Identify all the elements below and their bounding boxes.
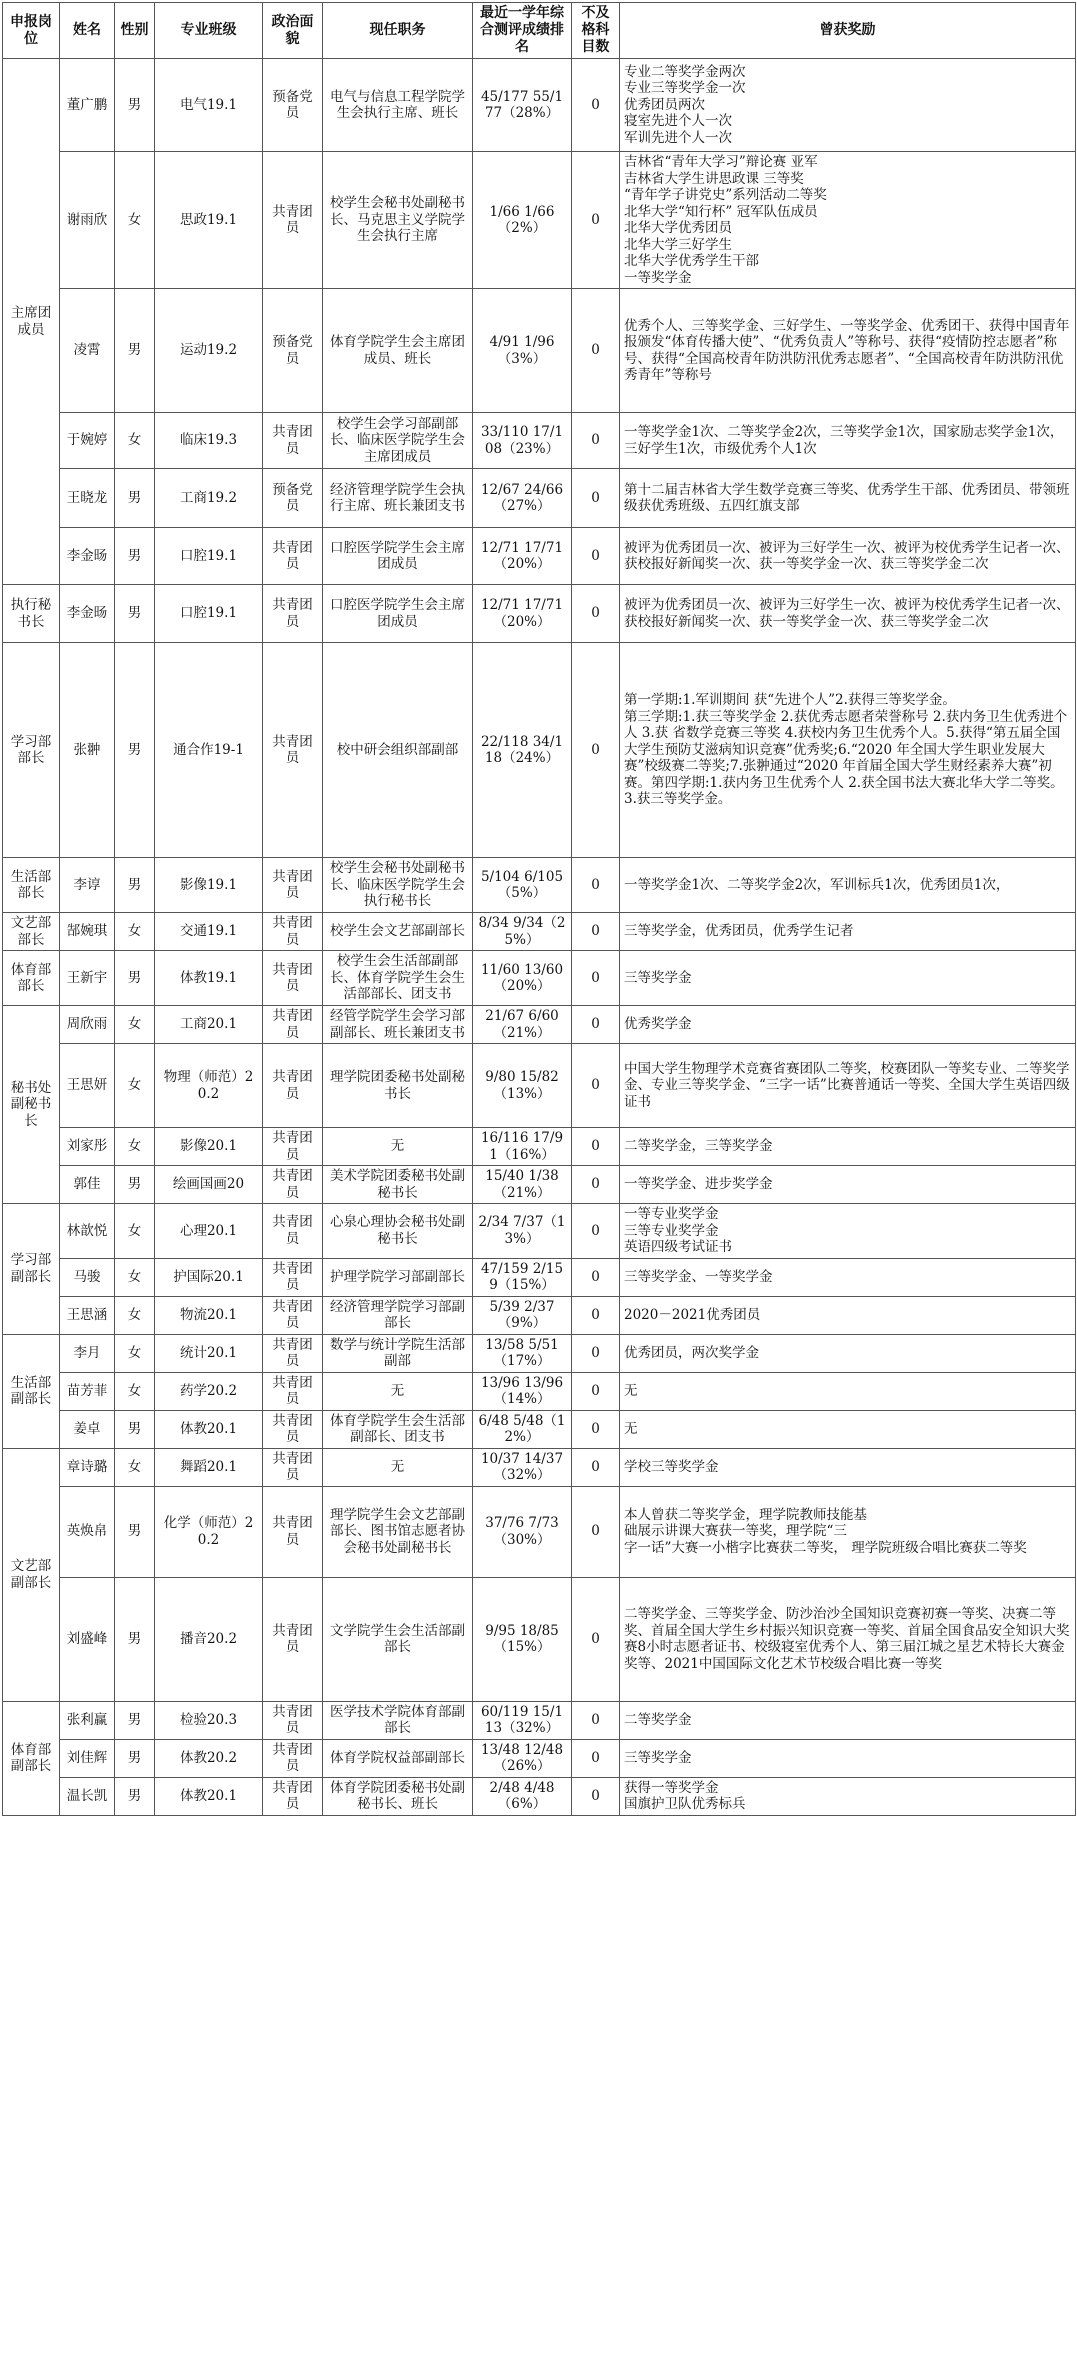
gender-cell: 女	[115, 1006, 155, 1044]
fails-cell: 0	[572, 1128, 620, 1166]
table-row	[3, 1777, 1076, 1815]
class-cell: 口腔19.1	[155, 528, 263, 585]
rank-cell: 6/48 5/48（12%）	[473, 1410, 572, 1448]
duty-cell: 护理学院学习部副部长	[323, 1258, 473, 1296]
fails-cell: 0	[572, 1701, 620, 1739]
table-row	[3, 1577, 1076, 1701]
gender-cell: 女	[115, 1448, 155, 1486]
name-cell: 刘家彤	[60, 1128, 115, 1166]
table-row	[3, 1258, 1076, 1296]
political-cell: 共青团员	[263, 528, 323, 585]
political-cell: 共青团员	[263, 1448, 323, 1486]
fails-cell: 0	[572, 289, 620, 413]
class-cell: 工商20.1	[155, 1006, 263, 1044]
rank-cell: 1/66 1/66（2%）	[473, 152, 572, 289]
gender-cell: 男	[115, 289, 155, 413]
duty-cell: 经济管理学院学生会执行主席、班长兼团支书	[323, 469, 473, 528]
name-cell: 章诗璐	[60, 1448, 115, 1486]
class-cell: 物理（师范）20.2	[155, 1044, 263, 1128]
class-cell: 检验20.3	[155, 1701, 263, 1739]
rank-cell: 12/71 17/71（20%）	[473, 585, 572, 643]
gender-cell: 男	[115, 858, 155, 913]
political-cell: 共青团员	[263, 1006, 323, 1044]
fails-cell: 0	[572, 1204, 620, 1259]
awards-cell: 中国大学生物理学术竞赛省赛团队二等奖，校赛团队一等奖专业、二等奖学金、专业三等奖学金、“三字一话”比赛普通话一等奖、全国大学生英语四级证书	[620, 1044, 1076, 1128]
header-awards: 曾获奖励	[620, 3, 1076, 59]
name-cell: 王新宇	[60, 951, 115, 1006]
table-row	[3, 1044, 1076, 1128]
duty-cell: 理学院学生会文艺部副部长、图书馆志愿者协会秘书处副秘书长	[323, 1486, 473, 1577]
name-cell: 姜卓	[60, 1410, 115, 1448]
duty-cell: 经管学院学生会学习部副部长、班长兼团支书	[323, 1006, 473, 1044]
name-cell: 张利赢	[60, 1701, 115, 1739]
awards-cell: 二等奖学金，三等奖学金	[620, 1128, 1076, 1166]
table-row	[3, 858, 1076, 913]
political-cell: 共青团员	[263, 1739, 323, 1777]
duty-cell: 无	[323, 1448, 473, 1486]
duty-cell: 电气与信息工程学院学生会执行主席、班长	[323, 59, 473, 152]
name-cell: 董广鹏	[60, 59, 115, 152]
fails-cell: 0	[572, 951, 620, 1006]
gender-cell: 女	[115, 1258, 155, 1296]
table-row	[3, 1128, 1076, 1166]
table-row	[3, 913, 1076, 951]
header-political: 政治面貌	[263, 3, 323, 59]
fails-cell: 0	[572, 858, 620, 913]
name-cell: 凌霄	[60, 289, 115, 413]
awards-cell: 本人曾获二等奖学金，理学院教师技能基 础展示讲课大赛获一等奖，理学院“三 字一话”大赛一小楷字比赛获二等奖， 理学院班级合唱比赛获二等奖	[620, 1486, 1076, 1577]
header-row	[3, 3, 1076, 59]
rank-cell: 22/118 34/118（24%）	[473, 643, 572, 858]
political-cell: 共青团员	[263, 1296, 323, 1334]
awards-cell: 二等奖学金、三等奖学金、防沙治沙全国知识竞赛初赛一等奖、决赛二等奖、首届全国大学生乡村振兴知识竞赛一等奖、首届全国食品安全知识大奖赛8小时志愿者证书、校级寝室优秀个人、第三届江城之星艺术特长大赛金奖等、2021中国国际文化艺术节校级合唱比赛一等奖	[620, 1577, 1076, 1701]
gender-cell: 男	[115, 1486, 155, 1577]
class-cell: 化学（师范）20.2	[155, 1486, 263, 1577]
table-row	[3, 1296, 1076, 1334]
fails-cell: 0	[572, 1334, 620, 1372]
table-row	[3, 1006, 1076, 1044]
name-cell: 林歆悦	[60, 1204, 115, 1259]
roster-body	[3, 59, 1076, 1816]
class-cell: 体教20.2	[155, 1739, 263, 1777]
position-cell: 秘书处副秘书长	[3, 1006, 60, 1204]
position-cell: 体育部部长	[3, 951, 60, 1006]
duty-cell: 无	[323, 1128, 473, 1166]
fails-cell: 0	[572, 1448, 620, 1486]
class-cell: 体教19.1	[155, 951, 263, 1006]
name-cell: 李金旸	[60, 528, 115, 585]
gender-cell: 女	[115, 413, 155, 469]
table-row	[3, 289, 1076, 413]
class-cell: 电气19.1	[155, 59, 263, 152]
rank-cell: 13/96 13/96（14%）	[473, 1372, 572, 1410]
position-cell: 体育部副部长	[3, 1701, 60, 1815]
duty-cell: 校学生会秘书处副秘书长、马克思主义学院学生会执行主席	[323, 152, 473, 289]
table-row	[3, 469, 1076, 528]
class-cell: 护国际20.1	[155, 1258, 263, 1296]
rank-cell: 15/40 1/38（21%）	[473, 1166, 572, 1204]
gender-cell: 男	[115, 469, 155, 528]
position-cell: 生活部副部长	[3, 1334, 60, 1448]
table-row	[3, 951, 1076, 1006]
table-row	[3, 1701, 1076, 1739]
gender-cell: 男	[115, 1739, 155, 1777]
fails-cell: 0	[572, 1486, 620, 1577]
name-cell: 刘佳辉	[60, 1739, 115, 1777]
political-cell: 共青团员	[263, 1258, 323, 1296]
class-cell: 统计20.1	[155, 1334, 263, 1372]
awards-cell: 吉林省“青年大学习”辩论赛 亚军 吉林省大学生讲思政课 三等奖 “青年学子讲党史”系列活动二等奖 北华大学“知行杯” 冠军队伍成员 北华大学优秀团员 北华大学三好学生 北华大学优秀学生干部 一等奖学金	[620, 152, 1076, 289]
class-cell: 通合作19-1	[155, 643, 263, 858]
class-cell: 思政19.1	[155, 152, 263, 289]
duty-cell: 无	[323, 1372, 473, 1410]
rank-cell: 8/34 9/34（25%）	[473, 913, 572, 951]
political-cell: 共青团员	[263, 1204, 323, 1259]
political-cell: 预备党员	[263, 469, 323, 528]
header-gender: 性别	[115, 3, 155, 59]
duty-cell: 文学院学生会生活部副部长	[323, 1577, 473, 1701]
gender-cell: 女	[115, 1372, 155, 1410]
name-cell: 郜婉琪	[60, 913, 115, 951]
awards-cell: 无	[620, 1372, 1076, 1410]
name-cell: 刘盛峰	[60, 1577, 115, 1701]
political-cell: 共青团员	[263, 913, 323, 951]
duty-cell: 美术学院团委秘书处副秘书长	[323, 1166, 473, 1204]
position-cell: 执行秘书长	[3, 585, 60, 643]
duty-cell: 体育学院团委秘书处副秘书长、班长	[323, 1777, 473, 1815]
header-duty: 现任职务	[323, 3, 473, 59]
awards-cell: 优秀个人、三等奖学金、三好学生、一等奖学金、优秀团干、获得中国青年报颁发“体育传播大使”、“优秀负责人”等称号、获得“疫情防控志愿者”称号、获得“全国高校青年防洪防汛优秀志愿者”、“全国高校青年防洪防汛优秀青年”等称号	[620, 289, 1076, 413]
name-cell: 李月	[60, 1334, 115, 1372]
awards-cell: 专业二等奖学金两次 专业三等奖学金一次 优秀团员两次 寝室先进个人一次 军训先进个人一次	[620, 59, 1076, 152]
fails-cell: 0	[572, 413, 620, 469]
awards-cell: 三等奖学金	[620, 1739, 1076, 1777]
table-row	[3, 1334, 1076, 1372]
table-row	[3, 1410, 1076, 1448]
political-cell: 共青团员	[263, 1701, 323, 1739]
rank-cell: 13/58 5/51（17%）	[473, 1334, 572, 1372]
class-cell: 临床19.3	[155, 413, 263, 469]
fails-cell: 0	[572, 1577, 620, 1701]
name-cell: 周欣雨	[60, 1006, 115, 1044]
gender-cell: 男	[115, 528, 155, 585]
rank-cell: 60/119 15/113（32%）	[473, 1701, 572, 1739]
awards-cell: 第一学期:1.军训期间 获“先进个人”2.获得三等奖学金。 第三学期:1.获三等奖学金 2.获优秀志愿者荣誉称号 2.获内务卫生优秀进个人 3.获 省数学竞赛三等奖 4.获校内务卫生优秀个人。5.获得“第五届全国大学生预防艾滋病知识竞赛”优秀奖;6.“2020 年全国大学生职业发展大赛”校级赛二等奖;7.张翀通过“2020 年首届全国大学生财经素养大赛”初赛。第四学期:1.获内务卫生优秀个人 2.获全国书法大赛北华大学二等奖。3.获三等奖学金。	[620, 643, 1076, 858]
duty-cell: 校学生会学习部副部长、临床医学院学生会主席团成员	[323, 413, 473, 469]
rank-cell: 9/95 18/85（15%）	[473, 1577, 572, 1701]
fails-cell: 0	[572, 1166, 620, 1204]
awards-cell: 优秀团员，两次奖学金	[620, 1334, 1076, 1372]
fails-cell: 0	[572, 1296, 620, 1334]
rank-cell: 12/67 24/66（27%）	[473, 469, 572, 528]
class-cell: 工商19.2	[155, 469, 263, 528]
position-cell: 学习部副部长	[3, 1204, 60, 1335]
class-cell: 影像19.1	[155, 858, 263, 913]
rank-cell: 11/60 13/60（20%）	[473, 951, 572, 1006]
name-cell: 李谆	[60, 858, 115, 913]
class-cell: 运动19.2	[155, 289, 263, 413]
fails-cell: 0	[572, 585, 620, 643]
gender-cell: 男	[115, 1577, 155, 1701]
rank-cell: 16/116 17/91（16%）	[473, 1128, 572, 1166]
name-cell: 张翀	[60, 643, 115, 858]
class-cell: 口腔19.1	[155, 585, 263, 643]
rank-cell: 4/91 1/96（3%）	[473, 289, 572, 413]
rank-cell: 2/48 4/48（6%）	[473, 1777, 572, 1815]
gender-cell: 女	[115, 1334, 155, 1372]
political-cell: 共青团员	[263, 1410, 323, 1448]
political-cell: 共青团员	[263, 1334, 323, 1372]
name-cell: 李金旸	[60, 585, 115, 643]
class-cell: 体教20.1	[155, 1410, 263, 1448]
name-cell: 王思涵	[60, 1296, 115, 1334]
political-cell: 共青团员	[263, 1044, 323, 1128]
fails-cell: 0	[572, 152, 620, 289]
fails-cell: 0	[572, 1044, 620, 1128]
table-row	[3, 1166, 1076, 1204]
awards-cell: 优秀奖学金	[620, 1006, 1076, 1044]
rank-cell: 47/159 2/159（15%）	[473, 1258, 572, 1296]
header-class: 专业班级	[155, 3, 263, 59]
gender-cell: 男	[115, 59, 155, 152]
duty-cell: 体育学院学生会生活部副部长、团支书	[323, 1410, 473, 1448]
political-cell: 共青团员	[263, 413, 323, 469]
name-cell: 马骏	[60, 1258, 115, 1296]
political-cell: 共青团员	[263, 1777, 323, 1815]
table-row	[3, 413, 1076, 469]
table-row	[3, 1372, 1076, 1410]
rank-cell: 21/67 6/60（21%）	[473, 1006, 572, 1044]
awards-cell: 获得一等奖学金 国旗护卫队优秀标兵	[620, 1777, 1076, 1815]
rank-cell: 2/34 7/37（13%）	[473, 1204, 572, 1259]
duty-cell: 理学院团委秘书处副秘书长	[323, 1044, 473, 1128]
fails-cell: 0	[572, 1410, 620, 1448]
fails-cell: 0	[572, 1777, 620, 1815]
table-row	[3, 152, 1076, 289]
gender-cell: 男	[115, 643, 155, 858]
table-row	[3, 643, 1076, 858]
rank-cell: 13/48 12/48（26%）	[473, 1739, 572, 1777]
awards-cell: 2020－2021优秀团员	[620, 1296, 1076, 1334]
political-cell: 预备党员	[263, 59, 323, 152]
awards-cell: 三等奖学金，优秀团员，优秀学生记者	[620, 913, 1076, 951]
rank-cell: 37/76 7/73（30%）	[473, 1486, 572, 1577]
header-name: 姓名	[60, 3, 115, 59]
awards-cell: 一等专业奖学金 三等专业奖学金 英语四级考试证书	[620, 1204, 1076, 1259]
fails-cell: 0	[572, 469, 620, 528]
class-cell: 播音20.2	[155, 1577, 263, 1701]
roster-table	[2, 2, 1076, 1816]
gender-cell: 男	[115, 1166, 155, 1204]
duty-cell: 口腔医学院学生会主席团成员	[323, 585, 473, 643]
header-fails: 不及格科目数	[572, 3, 620, 59]
gender-cell: 女	[115, 1204, 155, 1259]
table-row	[3, 1204, 1076, 1259]
table-row	[3, 528, 1076, 585]
position-cell: 主席团成员	[3, 59, 60, 585]
duty-cell: 体育学院学生会主席团成员、班长	[323, 289, 473, 413]
name-cell: 于婉婷	[60, 413, 115, 469]
fails-cell: 0	[572, 1258, 620, 1296]
gender-cell: 女	[115, 1128, 155, 1166]
fails-cell: 0	[572, 1739, 620, 1777]
duty-cell: 校中研会组织部副部	[323, 643, 473, 858]
class-cell: 影像20.1	[155, 1128, 263, 1166]
awards-cell: 被评为优秀团员一次、被评为三好学生一次、被评为校优秀学生记者一次、获校报好新闻奖一次、获一等奖学金一次、获三等奖学金二次	[620, 528, 1076, 585]
rank-cell: 5/104 6/105（5%）	[473, 858, 572, 913]
awards-cell: 第十二届吉林省大学生数学竞赛三等奖、优秀学生干部、优秀团员、带领班级获优秀班级、五四红旗支部	[620, 469, 1076, 528]
name-cell: 王思妍	[60, 1044, 115, 1128]
fails-cell: 0	[572, 59, 620, 152]
duty-cell: 校学生会文艺部副部长	[323, 913, 473, 951]
political-cell: 共青团员	[263, 643, 323, 858]
name-cell: 英焕帛	[60, 1486, 115, 1577]
table-row	[3, 1448, 1076, 1486]
political-cell: 共青团员	[263, 1486, 323, 1577]
gender-cell: 男	[115, 585, 155, 643]
gender-cell: 女	[115, 1044, 155, 1128]
name-cell: 温长凯	[60, 1777, 115, 1815]
political-cell: 共青团员	[263, 152, 323, 289]
fails-cell: 0	[572, 643, 620, 858]
rank-cell: 10/37 14/37（32%）	[473, 1448, 572, 1486]
duty-cell: 医学技术学院体育部副部长	[323, 1701, 473, 1739]
header-rank: 最近一学年综合测评成绩排名	[473, 3, 572, 59]
class-cell: 绘画国画20	[155, 1166, 263, 1204]
gender-cell: 女	[115, 152, 155, 289]
class-cell: 交通19.1	[155, 913, 263, 951]
fails-cell: 0	[572, 913, 620, 951]
rank-cell: 9/80 15/82（13%）	[473, 1044, 572, 1128]
political-cell: 共青团员	[263, 1577, 323, 1701]
gender-cell: 男	[115, 951, 155, 1006]
political-cell: 预备党员	[263, 289, 323, 413]
duty-cell: 数学与统计学院生活部副部	[323, 1334, 473, 1372]
position-cell: 生活部部长	[3, 858, 60, 913]
class-cell: 药学20.2	[155, 1372, 263, 1410]
duty-cell: 校学生会生活部副部长、体育学院学生会生活部部长、团支书	[323, 951, 473, 1006]
awards-cell: 一等奖学金1次、二等奖学金2次，三等奖学金1次，国家励志奖学金1次，三好学生1次，市级优秀个人1次	[620, 413, 1076, 469]
political-cell: 共青团员	[263, 1128, 323, 1166]
awards-cell: 三等奖学金	[620, 951, 1076, 1006]
gender-cell: 男	[115, 1701, 155, 1739]
position-cell: 学习部部长	[3, 643, 60, 858]
gender-cell: 男	[115, 1410, 155, 1448]
awards-cell: 一等奖学金、进步奖学金	[620, 1166, 1076, 1204]
political-cell: 共青团员	[263, 1372, 323, 1410]
rank-cell: 45/177 55/177（28%）	[473, 59, 572, 152]
rank-cell: 5/39 2/37（9%）	[473, 1296, 572, 1334]
duty-cell: 心泉心理协会秘书处副秘书长	[323, 1204, 473, 1259]
table-row	[3, 59, 1076, 152]
table-row	[3, 585, 1076, 643]
duty-cell: 体育学院权益部副部长	[323, 1739, 473, 1777]
fails-cell: 0	[572, 528, 620, 585]
fails-cell: 0	[572, 1006, 620, 1044]
name-cell: 郭佳	[60, 1166, 115, 1204]
position-cell: 文艺部部长	[3, 913, 60, 951]
gender-cell: 女	[115, 913, 155, 951]
class-cell: 心理20.1	[155, 1204, 263, 1259]
rank-cell: 12/71 17/71（20%）	[473, 528, 572, 585]
awards-cell: 三等奖学金、一等奖学金	[620, 1258, 1076, 1296]
political-cell: 共青团员	[263, 585, 323, 643]
awards-cell: 被评为优秀团员一次、被评为三好学生一次、被评为校优秀学生记者一次、获校报好新闻奖一次、获一等奖学金一次、获三等奖学金二次	[620, 585, 1076, 643]
class-cell: 体教20.1	[155, 1777, 263, 1815]
name-cell: 王晓龙	[60, 469, 115, 528]
duty-cell: 口腔医学院学生会主席团成员	[323, 528, 473, 585]
rank-cell: 33/110 17/108（23%）	[473, 413, 572, 469]
political-cell: 共青团员	[263, 951, 323, 1006]
political-cell: 共青团员	[263, 1166, 323, 1204]
awards-cell: 二等奖学金	[620, 1701, 1076, 1739]
duty-cell: 校学生会秘书处副秘书长、临床医学院学生会执行秘书长	[323, 858, 473, 913]
class-cell: 物流20.1	[155, 1296, 263, 1334]
name-cell: 苗芳菲	[60, 1372, 115, 1410]
gender-cell: 女	[115, 1296, 155, 1334]
awards-cell: 学校三等奖学金	[620, 1448, 1076, 1486]
table-row	[3, 1486, 1076, 1577]
name-cell: 谢雨欣	[60, 152, 115, 289]
position-cell: 文艺部副部长	[3, 1448, 60, 1701]
awards-cell: 无	[620, 1410, 1076, 1448]
header-position: 申报岗位	[3, 3, 60, 59]
fails-cell: 0	[572, 1372, 620, 1410]
table-row	[3, 1739, 1076, 1777]
political-cell: 共青团员	[263, 858, 323, 913]
class-cell: 舞蹈20.1	[155, 1448, 263, 1486]
awards-cell: 一等奖学金1次、二等奖学金2次，军训标兵1次，优秀团员1次，	[620, 858, 1076, 913]
gender-cell: 男	[115, 1777, 155, 1815]
duty-cell: 经济管理学院学习部副部长	[323, 1296, 473, 1334]
